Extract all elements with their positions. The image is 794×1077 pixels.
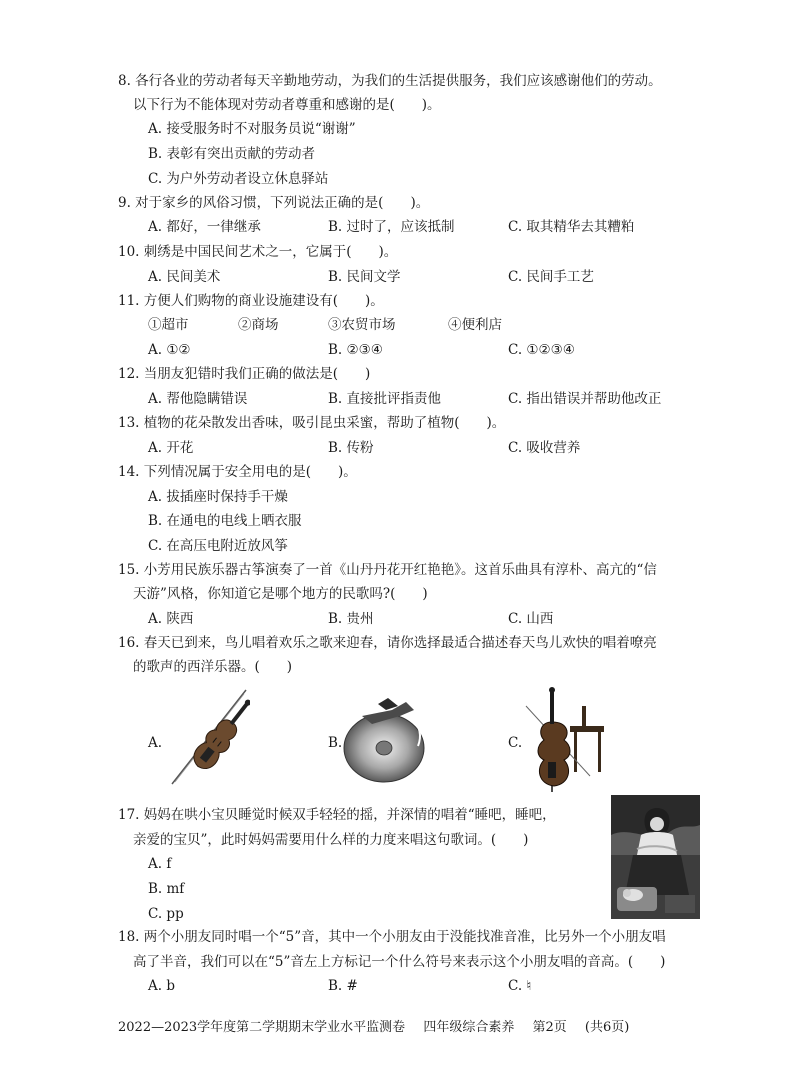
q11-item-2: ②商场 [238,317,279,333]
q18-option-c: C. ♮ [508,978,532,994]
q13-option-a: A. 开花 [148,440,194,456]
q14-stem: 14. 下列情况属于安全用电的是( )。 [118,464,357,480]
mother-lullaby-painting [611,795,700,919]
q17-option-a: A. f [148,856,172,872]
q13-stem: 13. 植物的花朵散发出香味，吸引昆虫采蜜，帮助了植物( )。 [118,415,506,431]
q17-line1: 17. 妈妈在哄小宝贝睡觉时候双手轻轻的摇，并深情的唱着“睡吧，睡吧， [118,807,556,823]
q8-line2: 以下行为不能体现对劳动者尊重和感谢的是( )。 [133,97,441,113]
q11-item-1: ①超市 [148,317,189,333]
footer-exam-title: 2022—2023学年度第二学期期末学业水平监测卷 [118,1020,406,1035]
cymbals-icon [342,696,430,786]
q18-line1: 18. 两个小朋友同时唱一个“5”音，其中一个小朋友由于没能找准音准，比另外一个小朋友唱 [118,929,666,945]
q14-option-b: B. 在通电的电线上晒衣服 [148,513,302,529]
footer-subject: 四年级综合素养 [423,1020,515,1035]
q13-option-c: C. 吸收营养 [508,440,581,456]
q9-option-c: C. 取其精华去其糟粕 [508,219,635,235]
q15-line1: 15. 小芳用民族乐器古筝演奏了一首《山丹丹花开红艳艳》。这首乐曲具有淳朴、高亢的“信 [118,562,657,578]
violin-icon [166,686,250,786]
q12-option-b: B. 直接批评指责他 [328,391,442,407]
q8-option-b: B. 表彰有突出贡献的劳动者 [148,146,316,162]
q15-option-a: A. 陕西 [148,611,194,627]
q10-option-b: B. 民间文学 [328,269,401,285]
cello-icon [520,686,606,792]
footer-page-number: 第2页 [532,1020,567,1035]
q12-stem: 12. 当朋友犯错时我们正确的做法是( ) [118,366,371,382]
q15-line2: 天游”风格，你知道它是哪个地方的民歌吗?( ) [133,586,428,602]
q14-option-a: A. 拔插座时保持手干燥 [148,489,288,505]
footer-total-pages: (共6页) [584,1020,630,1035]
q15-option-b: B. 贵州 [328,611,374,627]
q18-option-b: B. # [328,978,358,994]
q8-option-c: C. 为户外劳动者设立休息驿站 [148,171,329,187]
q17-line2: 亲爱的宝贝”，此时妈妈需要用什么样的力度来唱这句歌词。( ) [133,832,529,848]
q16-line1: 16. 春天已到来，鸟儿唱着欢乐之歌来迎春，请你选择最适合描述春天鸟儿欢快的唱着嘹亮 [118,635,657,651]
q16-option-a: A. [148,735,163,751]
q11-option-b: B. ②③④ [328,342,383,358]
q17-option-c: C. pp [148,906,184,922]
q14-option-c: C. 在高压电附近放风筝 [148,538,288,554]
q8-option-a: A. 接受服务时不对服务员说“谢谢” [148,121,356,137]
q18-line2: 高了半音，我们可以在“5”音左上方标记一个什么符号来表示这个小朋友唱的音高。( ) [133,954,666,970]
q11-item-4: ④便利店 [448,317,502,333]
q16-line2: 的歌声的西洋乐器。( ) [133,659,293,675]
q9-option-b: B. 过时了，应该抵制 [328,219,455,235]
q10-option-c: C. 民间手工艺 [508,269,594,285]
q12-option-c: C. 指出错误并帮助他改正 [508,391,662,407]
q9-option-a: A. 都好，一律继承 [148,219,261,235]
page-footer [118,1016,643,1035]
q18-option-a: A. b [148,978,175,994]
q10-option-a: A. 民间美术 [148,269,221,285]
q11-option-a: A. ①② [148,342,191,358]
q9-stem: 9. 对于家乡的风俗习惯，下列说法正确的是( )。 [118,195,430,211]
q11-item-3: ③农贸市场 [328,317,396,333]
q12-option-a: A. 帮他隐瞒错误 [148,391,248,407]
q11-stem: 11. 方便人们购物的商业设施建设有( )。 [118,293,384,309]
q16-option-c: C. [508,735,523,751]
q17-option-b: B. mf [148,881,185,897]
q10-stem: 10. 刺绣是中国民间艺术之一，它属于( )。 [118,244,398,260]
q16-option-b: B. [328,735,343,751]
q11-option-c: C. ①②③④ [508,342,575,358]
q15-option-c: C. 山西 [508,611,554,627]
q13-option-b: B. 传粉 [328,440,374,456]
q8-line1: 8. 各行各业的劳动者每天辛勤地劳动，为我们的生活提供服务，我们应该感谢他们的劳动。 [118,73,662,89]
